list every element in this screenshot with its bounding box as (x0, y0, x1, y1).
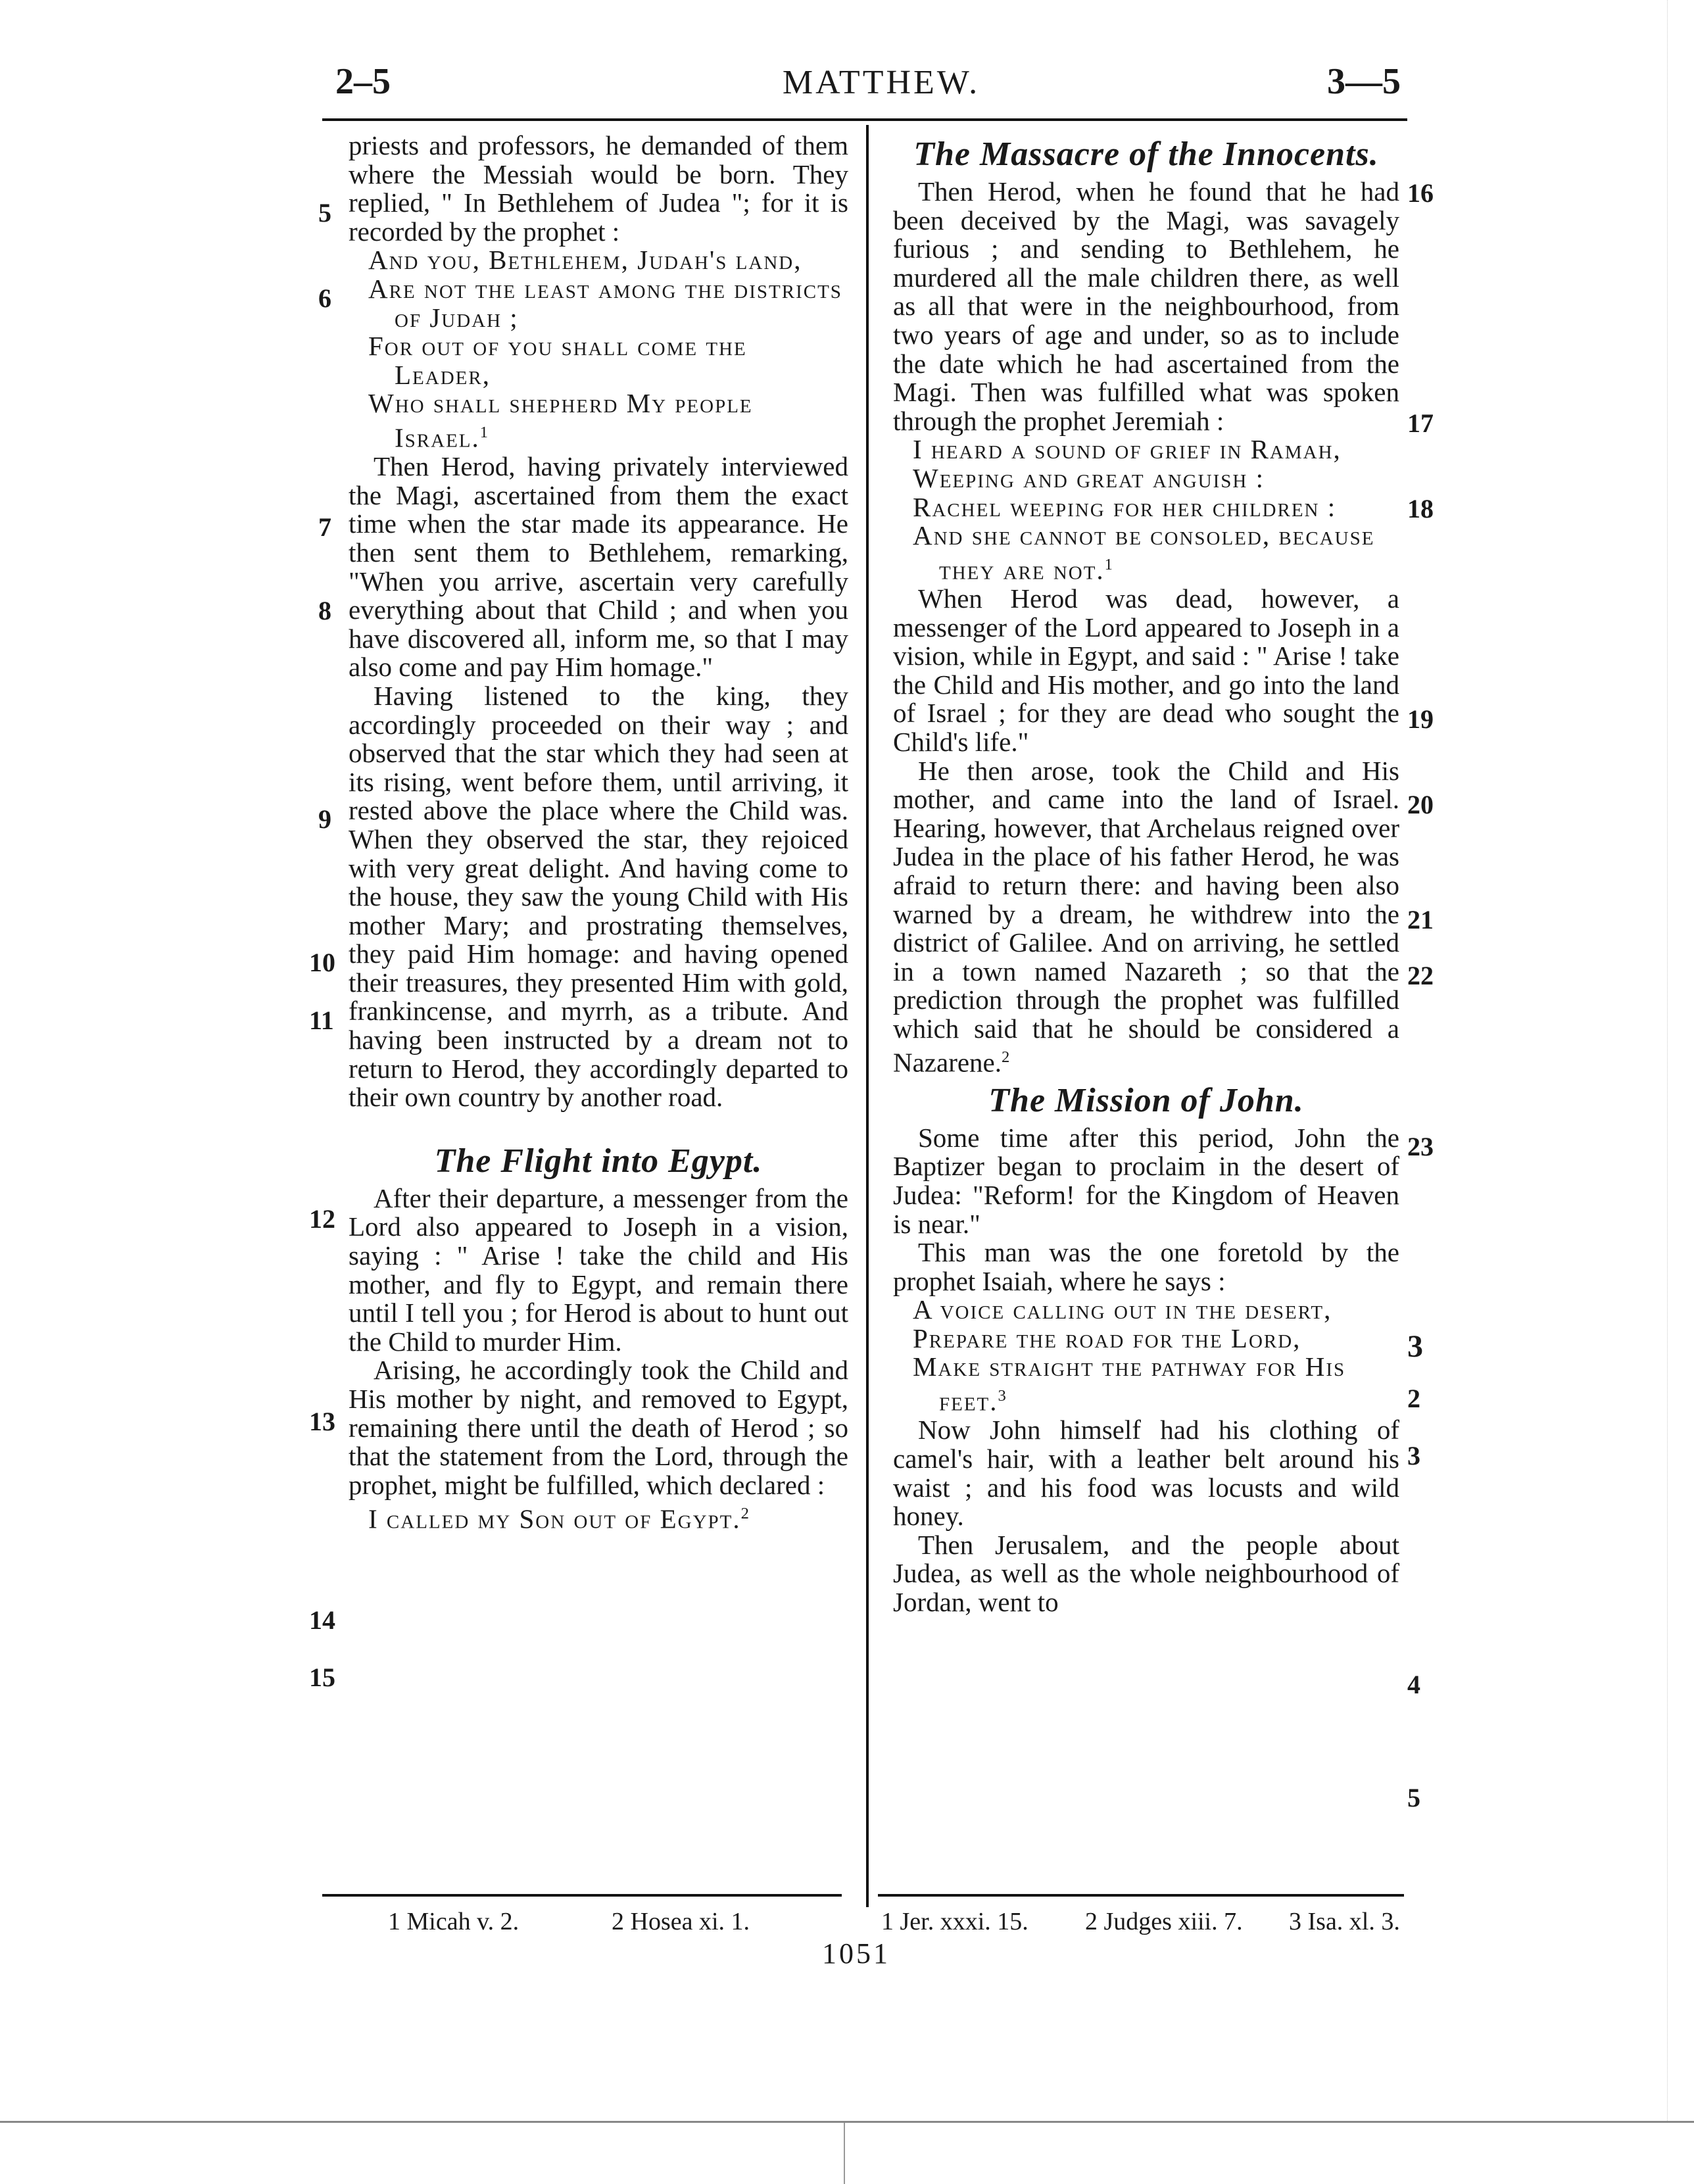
footnote-right-1: 1 Jer. xxxi. 15. (881, 1908, 1028, 1935)
verse-number: 13 (309, 1407, 335, 1436)
footnote-right-2: 2 Judges xiii. 7. (1085, 1908, 1243, 1935)
left-paragraph-1: priests and professors, he demanded of them where the Messiah would be born. They replied, " In Bethlehem of Judea "; for it is recorded by the prophet : (349, 130, 848, 247)
left-quote-line-3: For out of you shall come the Leader, (368, 331, 747, 390)
right-paragraph-2: When Herod was dead, however, a messenger of the Lord appeared to Joseph in a vision, while in Egypt, and said : " Arise ! take the Child and His mother, and go into the land of Israel ; for they are dead who sought the Child's life." (893, 583, 1399, 757)
right-paragraph-5: This man was the one foretold by the prophet Isaiah, where he says : (893, 1237, 1399, 1296)
right-quote-line-4-text: And she cannot be consoled, because they are not. (913, 520, 1375, 585)
right-paragraph-3 (893, 757, 1399, 1078)
verse-number: 9 (318, 804, 331, 834)
verse-number: 10 (309, 948, 335, 977)
header-chapter-left: 2–5 (335, 61, 391, 102)
left-paragraph-5: Arising, he accordingly took the Child and His mother by night, and removed to Egypt, remaining there until the death of Herod ; so that the statement from the Lord, through the prophet, might be fulfilled, which declared : (349, 1355, 848, 1500)
page-number: 1051 (822, 1937, 890, 1970)
right-column (893, 132, 1399, 1616)
left-quote-line-4-text: Who shall shepherd My people Israel. (368, 388, 753, 453)
footnote-ref-right-3: 3 (998, 1387, 1007, 1405)
verse-number: 3 (1407, 1441, 1420, 1470)
verse-number: 19 (1407, 704, 1434, 734)
left-quote-line-5-text: I called my Son out of Egypt. (368, 1504, 741, 1535)
verse-number: 11 (309, 1006, 334, 1035)
chapter-number: 3 (1407, 1329, 1423, 1364)
verse-number: 21 (1407, 905, 1434, 934)
header-book-title: MATTHEW. (782, 64, 980, 101)
header-chapter-right: 3—5 (1327, 61, 1401, 102)
footnote-ref-left-2: 2 (740, 1505, 750, 1523)
running-header (322, 61, 1440, 113)
left-quote-line-2: Are not the least among the districts of Judah ; (368, 273, 842, 333)
footnote-ref-right-2: 2 (1002, 1048, 1010, 1067)
left-quote-line-1: And you, Bethlehem, Judah's land, (368, 245, 802, 276)
right-quote-line-3: Rachel weeping for her children : (913, 491, 1337, 522)
footnote-left-2: 2 Hosea xi. 1. (612, 1908, 750, 1935)
footnote-rule-left (322, 1894, 842, 1897)
verse-number: 5 (318, 198, 331, 228)
verse-number: 16 (1407, 178, 1434, 208)
verse-number: 17 (1407, 408, 1434, 438)
column-divider (866, 125, 869, 1907)
right-paragraph-7: Then Jerusalem, and the people about Judea, as well as the whole neighbourhood of Jordan, went to (893, 1529, 1399, 1617)
verse-number: 20 (1407, 790, 1434, 819)
verse-number: 15 (309, 1662, 335, 1692)
footnote-rule-right (878, 1894, 1404, 1897)
verse-number: 6 (318, 283, 331, 313)
verse-number: 7 (318, 512, 331, 542)
right-quote-line-6: Prepare the road for the Lord, (913, 1323, 1301, 1353)
scan-fold-line (844, 2123, 845, 2184)
left-column (349, 132, 848, 1534)
left-quote-line-5 (349, 1499, 848, 1534)
footnote-ref-right-1: 1 (1104, 555, 1114, 573)
verse-number: 23 (1407, 1132, 1434, 1161)
footnote-left-1: 1 Micah v. 2. (388, 1908, 520, 1935)
header-rule (322, 118, 1407, 121)
left-paragraph-3: Having listened to the king, they accordingly proceeded on their way ; and observed that the star which they had seen at its rising, went before them, until arriving, it rested above the place where the Child was. When they observed the star, they rejoiced with very great delight. And having come to the house, they saw the young Child with His mother Mary; and prostrating themselves, they paid Him homage: and having opened their treasures, they presented Him with gold, frankincense, and myrrh, as a tribute. And having been instructed by a dream not to return to Herod, they accordingly departed to their own country by another road. (349, 680, 848, 1113)
verse-number: 8 (318, 596, 331, 625)
left-quote-line-4 (349, 389, 848, 452)
section-heading-flight: The Flight into Egypt. (434, 1142, 763, 1180)
verse-number: 2 (1407, 1384, 1420, 1413)
left-paragraph-4: After their departure, a messenger from the Lord also appeared to Joseph in a vision, saying : " Arise ! take the child and His mother, and fly to Egypt, and remain there until I tell you ; for Herod is about to hunt out the Child to murder Him. (349, 1182, 848, 1357)
verse-number: 4 (1407, 1670, 1420, 1699)
right-paragraph-3-text: He then arose, took the Child and His mother, and came into the land of Israel. Hearing, however, that Archelaus reigned over Judea in the place of his father Herod, he was afraid to return there: and having been also warned by a dream, he withdrew into the district of Galilee. And on arriving, he settled in a town named Nazareth ; so that the prediction through the prophet was fulfilled which said that he should be considered a Nazarene. (893, 755, 1399, 1079)
verse-number: 22 (1407, 961, 1434, 990)
footnote-right-3: 3 Isa. xl. 3. (1289, 1908, 1400, 1935)
right-quote-line-7-text: Make straight the pathway for His feet. (913, 1351, 1346, 1417)
scan-edge-line (0, 2121, 1694, 2123)
right-quote-line-7 (893, 1353, 1399, 1416)
right-quote-line-2: Weeping and great anguish : (913, 462, 1265, 493)
section-heading-massacre: The Massacre of the Innocents. (913, 135, 1379, 173)
right-paragraph-1: Then Herod, when he found that he had been deceived by the Magi, was savagely furious ; and sending to Bethlehem, he murdered all the male children there, as well as all that were in the neighbourhood, from two years of age and under, so as to include the date which he had ascertained from the Magi. Then was fulfilled what was spoken through the prophet Jeremiah : (893, 176, 1399, 436)
footnote-ref-left-1: 1 (479, 423, 490, 441)
right-paragraph-6: Now John himself had his clothing of camel's hair, with a leather belt around his waist ; and his food was locusts and wild honey. (893, 1415, 1399, 1532)
right-quote-line-5: A voice calling out in the desert, (913, 1294, 1332, 1325)
verse-number: 12 (309, 1204, 335, 1234)
verse-number: 5 (1407, 1783, 1420, 1812)
verse-number: 18 (1407, 494, 1434, 523)
left-paragraph-2: Then Herod, having privately interviewed the Magi, ascertained from them the exact time when the star made its appearance. He then sent them to Bethlehem, remarking, "When you arrive, ascertain very carefully everything about that Child ; and when you have discovered all, inform me, so that I may also come and pay Him homage." (349, 451, 848, 683)
scan-margin-line (1667, 0, 1668, 2121)
right-quote-line-1: I heard a sound of grief in Ramah, (913, 434, 1342, 465)
verse-number: 14 (309, 1605, 335, 1635)
right-paragraph-4: Some time after this period, John the Baptizer began to proclaim in the desert of Judea: "Reform! for the Kingdom of Heaven is near." (893, 1122, 1399, 1239)
section-heading-john: The Mission of John. (988, 1081, 1304, 1119)
right-quote-line-4 (893, 522, 1399, 585)
